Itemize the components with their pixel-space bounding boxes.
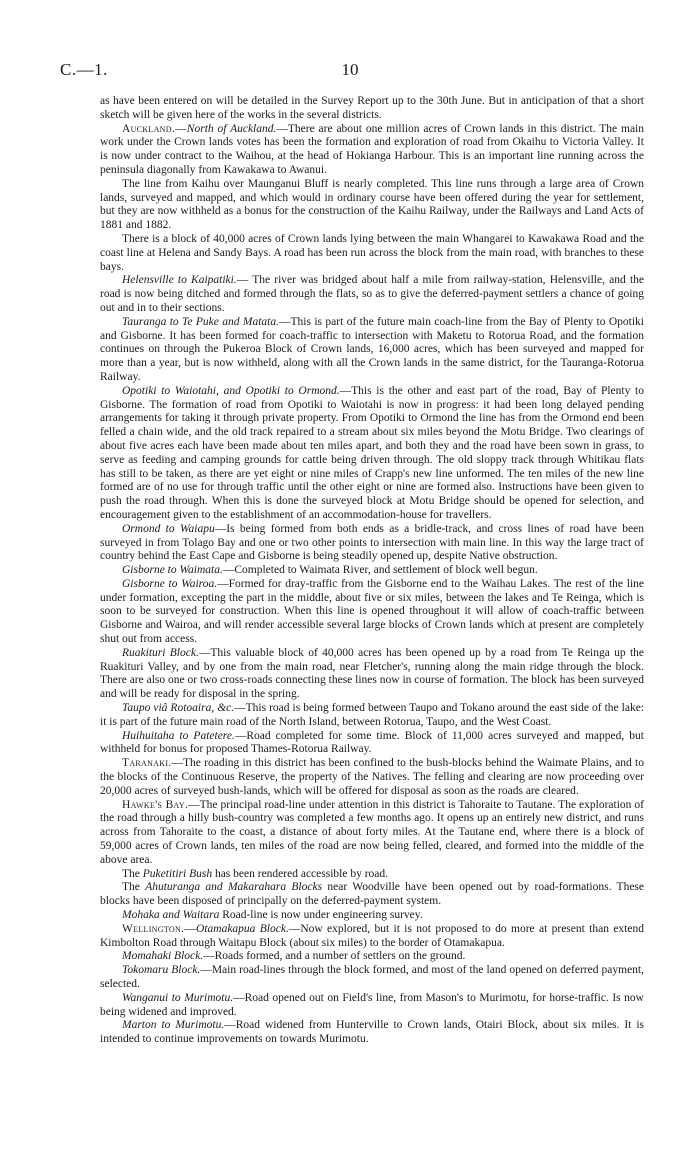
section-heading: Momahaki Block.: [122, 950, 204, 963]
document-body: [100, 95, 644, 1047]
paragraph-text: near Woodville have been opened out by road-formations. These blocks have been disposed of principally on the deferred-payment system.: [100, 881, 644, 908]
paragraph-text: —Road completed for some time. Block of 11,000 acres surveyed and mapped, but withheld for bonus for proposed Thames-Rotorua Railway.: [100, 729, 644, 756]
paragraph-text: — The river was bridged about half a mile from railway-station, Helensville, and the road is now being ditched and formed through the flats, so as to give the deferred-payment settlers a chance of going out and in to their sections.: [100, 274, 644, 314]
paragraph-text: —This road is being formed between Taupo and Tokano around the east side of the lake: it is part of the future main road of the North Island, between Rotorua, Taupo, and the West Coast.: [100, 702, 644, 728]
paragraph: [100, 233, 644, 274]
paragraph: [100, 730, 644, 758]
paragraph-text: Road-line is now under engineering survey.: [219, 909, 423, 922]
section-heading: Puketitiri Bush: [142, 867, 213, 880]
page-header: [56, 60, 644, 85]
paragraph-text: —There are about one million acres of Crown lands in this district. The main work under the Crown lands votes has been the formation and exploration of road from Okaihu to Victoria Valley. It is now under contract to the Waihou, at the head of Hokianga Harbour. This is an important line running across the peninsula diagonally from Kawakawa to Awanui.: [100, 122, 644, 176]
paragraph: [100, 564, 644, 578]
section-heading: Mohaka and Waitara: [122, 909, 220, 922]
paragraph-lead: Taranaki.: [122, 757, 172, 770]
section-heading: Ahuturanga and Makarahara Blocks: [145, 881, 323, 894]
paragraph-text: —This is the other and east part of the road, Bay of Plenty to Gisborne. The formation of road from Opotiki to Waiotahi is now in progress: it had been long delayed pending arrangements for taking it through private property. From Opotiki to Ormond the line has from the Ormond end been felled a chain wide, and the old track repaired to a stream about six miles beyond the Motu Bridge. Two clearings of about five acres each have been made about ten miles apart, and both they and the road have been sown in grass, to serve as feeding and camping grounds for cattle being driven through. The old sloppy track through Whitikau flats has still to be taken, as there are yet eight or nine miles of Crapp's new line unformed. The ten miles of the new line formed are of no use for through traffic until the other eight or nine are formed also. Instructions have been given to push the road through. When this is done the surveyed block at Motu Bridge should be opened for selection, and encouragement given to the establishment of an accommodation-house for travellers.: [100, 384, 644, 521]
paragraph: [100, 992, 644, 1020]
paragraph: [100, 123, 644, 178]
paragraph-text: —Now explored, but it is not proposed to do more at present than extend Kimbolton Road through Waitapu Block (about six miles) to the border of Otamakapua.: [100, 922, 644, 949]
paragraph-text: —Formed for dray-traffic from the Gisborne end to the Waihau Lakes. The rest of the line under formation, excepting the part in the middle, about five or six miles, between the lakes and Te Reinga, which is soon to be surveyed for construction. When this line is opened throughout it will allow of coach-traffic between Gisborne and Wairoa, and will render accessible several large blocks of Crown lands which at present are completely shut out from access.: [100, 577, 644, 646]
paragraph-lead: Wellington.—: [122, 922, 197, 935]
section-heading: North of Auckland.: [186, 122, 277, 135]
paragraph-text: as have been entered on will be detailed in the Survey Report up to the 30th June. But in anticipation of that a short sketch will be given here of the works in the several districts.: [100, 95, 644, 121]
paragraph-lead: The: [122, 867, 143, 880]
paragraph-lead: The: [122, 881, 146, 894]
paragraph-text: —This is part of the future main coach-line from the Bay of Plenty to Opotiki and Gisborne. It has been formed for coach-traffic to intersection with Maketu to Rotorua Road, and the formation continues on through the Pukeroa Block of Crown lands, 16,000 acres, which has been surveyed and mapped for more than a year, but is now withheld, along with all the Crown lands in the same district, for the Tauranga-Rotorua Railway.: [100, 315, 644, 383]
paragraph: [100, 578, 644, 647]
paragraph: [100, 274, 644, 315]
paragraph: [100, 757, 644, 798]
section-heading: Tokomaru Block.: [122, 964, 201, 977]
paragraph-text: —Main road-lines through the block formed, and most of the land opened on deferred payment, selected.: [100, 964, 644, 990]
section-heading: Ruakituri Block.: [122, 646, 199, 659]
paragraph: [100, 868, 644, 882]
section-heading: Helensville to Kaipatiki.: [122, 274, 237, 287]
paragraph: [100, 909, 644, 923]
paragraph: [100, 178, 644, 233]
section-heading: Taupo viâ Rotoaira, &c.: [122, 702, 235, 715]
paragraph-text: —Road widened from Hunterville to Crown lands, Otairi Block, about six miles. It is intended to continue improvements on towards Murimotu.: [100, 1019, 644, 1046]
paragraph-text: —The roading in this district has been confined to the bush-blocks behind the Waimate Plains, and to the blocks of the Continuous Reserve, the property of the Natives. The felling and clearing are now proceeding over 20,000 acres of surveyed bush-lands, which will be offered for disposal as soon as the roads are cleared.: [100, 757, 644, 797]
section-heading: Wanganui to Murimotu.: [122, 991, 234, 1004]
paragraph: [100, 799, 644, 868]
section-heading: Gisborne to Waimata.: [122, 564, 223, 577]
paragraph-text: —This valuable block of 40,000 acres has been opened up by a road from Te Reinga up the Ruakituri Valley, and by one from the main road, near Fletcher's, running along the main ridge through the block. There are also one or two cross-roads connecting these lines now in course of formation. The block has been surveyed and will be ready for disposal in the spring.: [100, 646, 644, 701]
paragraph: [100, 950, 644, 964]
paragraph: [100, 523, 644, 564]
paragraph-text: has been rendered accessible by road.: [212, 867, 389, 880]
paragraph-text: —Completed to Waimata River, and settlement of block well begun.: [222, 564, 538, 577]
paragraph-text: —Is being formed from both ends as a bridle-track, and cross lines of road have been surveyed in from Tolago Bay and one or two other points to intersection with main line. In this way the large tract of country behind the East Cape and Gisborne is being steadily opened up, despite Native obstruction.: [100, 522, 644, 563]
paragraph-text: —Roads formed, and a number of settlers on the ground.: [203, 950, 466, 963]
page-number: 10: [341, 60, 359, 79]
paragraph-lead: Auckland.—: [122, 122, 187, 135]
paragraph-text: —Road opened out on Field's line, from Mason's to Murimotu, for horse-traffic. Is now being widened and improved.: [100, 991, 644, 1018]
paragraph: [100, 1019, 644, 1047]
paragraph-text: There is a block of 40,000 acres of Crown lands lying between the main Whangarei to Kawakawa Road and the coast line at Helena and Sandy Bays. A road has been run across the block from the main road, with branches to these bays.: [100, 232, 644, 273]
paragraph-lead: Hawke's Bay.: [122, 798, 189, 811]
paragraph: [100, 964, 644, 992]
paragraph: [100, 881, 644, 909]
paragraph: [100, 95, 644, 123]
section-heading: Tauranga to Te Puke and Matata.: [122, 315, 280, 328]
paragraph: [100, 923, 644, 951]
section-heading: Gisborne to Wairoa.: [122, 577, 218, 590]
paragraph: [100, 316, 644, 385]
paragraph: [100, 702, 644, 730]
section-heading: Huihuitaha to Patetere.: [122, 729, 235, 742]
section-heading: Ormond to Waiapu: [122, 522, 215, 535]
paragraph: [100, 647, 644, 702]
document-code: C.—1.: [60, 60, 108, 79]
section-heading: Marton to Murimotu.: [122, 1019, 225, 1032]
paragraph-text: The line from Kaihu over Maunganui Bluff is nearly completed. This line runs through a large area of Crown lands, surveyed and mapped, and which would in ordinary course have been offered during the year for settlement, but they are now withheld as a bonus for the construction of the Kaihu Railway, under the Railways and Land Acts of 1881 and 1882.: [100, 177, 644, 232]
section-heading: Otamakapua Block.: [196, 922, 289, 935]
paragraph: [100, 385, 644, 523]
section-heading: Opotiki to Waiotahi, and Opotiki to Ormond.: [122, 384, 340, 397]
paragraph-text: —The principal road-line under attention in this district is Tahoraite to Tautane. The exploration of the road through a hilly bush-country was completed a few months ago. It opens up an entirely new district, and runs across from Tahoraite to the coast, a distance of about forty miles. At the Tautane end, where there is a block of 59,000 acres of Crown lands, ten miles of the road are now being felled, cleared, and formed into the middle of the above area.: [100, 798, 644, 866]
